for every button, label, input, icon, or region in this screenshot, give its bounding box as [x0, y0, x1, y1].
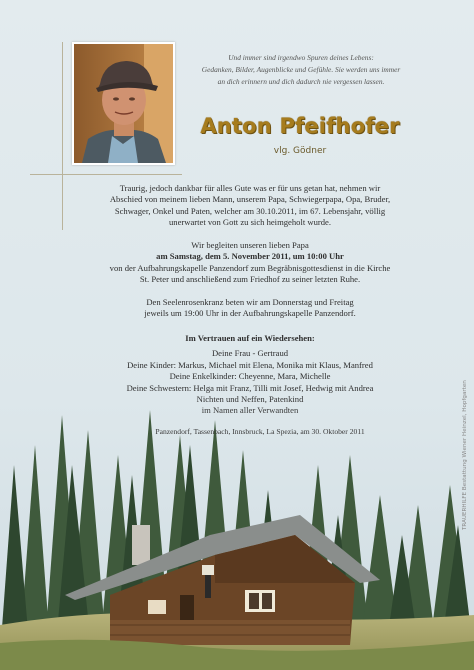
imprint-vertical [462, 380, 472, 530]
mountain-hut-landscape [0, 395, 474, 670]
imprint-text: TRAUERHILFE Bestattung Wiener Heinzel, Hopfgarten [462, 380, 468, 530]
intro-line: Traurig, jedoch dankbar für alles Gute was er für uns getan hat, nehmen wir [119, 183, 381, 193]
rosary-line: Den Seelenrosenkranz beten wir am Donnerstag und Freitag [146, 297, 354, 307]
quote-line: Gedanken, Bilder, Augenblicke und Gefühle. Sie werden uns immer [201, 65, 401, 74]
rosary-line: jeweils um 19:00 Uhr in der Aufbahrungskapelle Panzendorf. [144, 308, 356, 319]
funeral-line: Wir begleiten unseren lieben Papa [191, 240, 309, 250]
intro-line: Abschied von meinem lieben Mann, unserem Papa, Schwiegerpapa, Opa, Bruder, [109, 194, 391, 205]
frame-horizontal-line [30, 174, 182, 175]
mourner-line: Deine Schwestern: Helga mit Franz, Tilli mit Josef, Hedwig mit Andrea [126, 382, 374, 393]
mourners-heading: Im Vertrauen auf ein Wiedersehen: [185, 333, 315, 343]
memorial-quote [185, 52, 417, 88]
mourner-line: Deine Frau - Gertraud [211, 348, 289, 359]
place-and-date: Panzendorf, Tassenbach, Innsbruck, La Spezia, am 30. Oktober 2011 [155, 427, 365, 436]
rosary-paragraph [60, 297, 440, 320]
mourner-line: Deine Kinder: Markus, Michael mit Elena, Monika mit Klaus, Manfred [127, 359, 373, 370]
intro-paragraph [60, 183, 440, 229]
funeral-date: am Samstag, dem 5. November 2011, um 10:00 Uhr [156, 251, 344, 262]
intro-line: Schwager, Onkel und Paten, welcher am 30.10.2011, im 67. Lebensjahr, völlig [114, 205, 386, 216]
portrait-photo [72, 42, 175, 165]
intro-line: unerwartet von Gott zu sich heimgeholt wurde. [168, 217, 332, 228]
funeral-line: St. Peter und anschließend zum Friedhof zu seiner letzten Ruhe. [139, 274, 361, 285]
funeral-line: von der Aufbahrungskapelle Panzendorf zum Begräbnisgottesdienst in die Kirche [109, 262, 391, 273]
quote-line: an dich erinnern und dich dadurch nie vergessen lassen. [217, 77, 385, 86]
deceased-name: Anton Pfeifhofer [200, 114, 400, 138]
vulgo-name: vlg. Gödner [273, 146, 327, 156]
quote-line: Und immer sind irgendwo Spuren deines Lebens: [228, 53, 374, 62]
mourner-line: Deine Enkelkinder: Cheyenne, Mara, Michelle [169, 371, 331, 382]
funeral-paragraph [60, 240, 440, 286]
